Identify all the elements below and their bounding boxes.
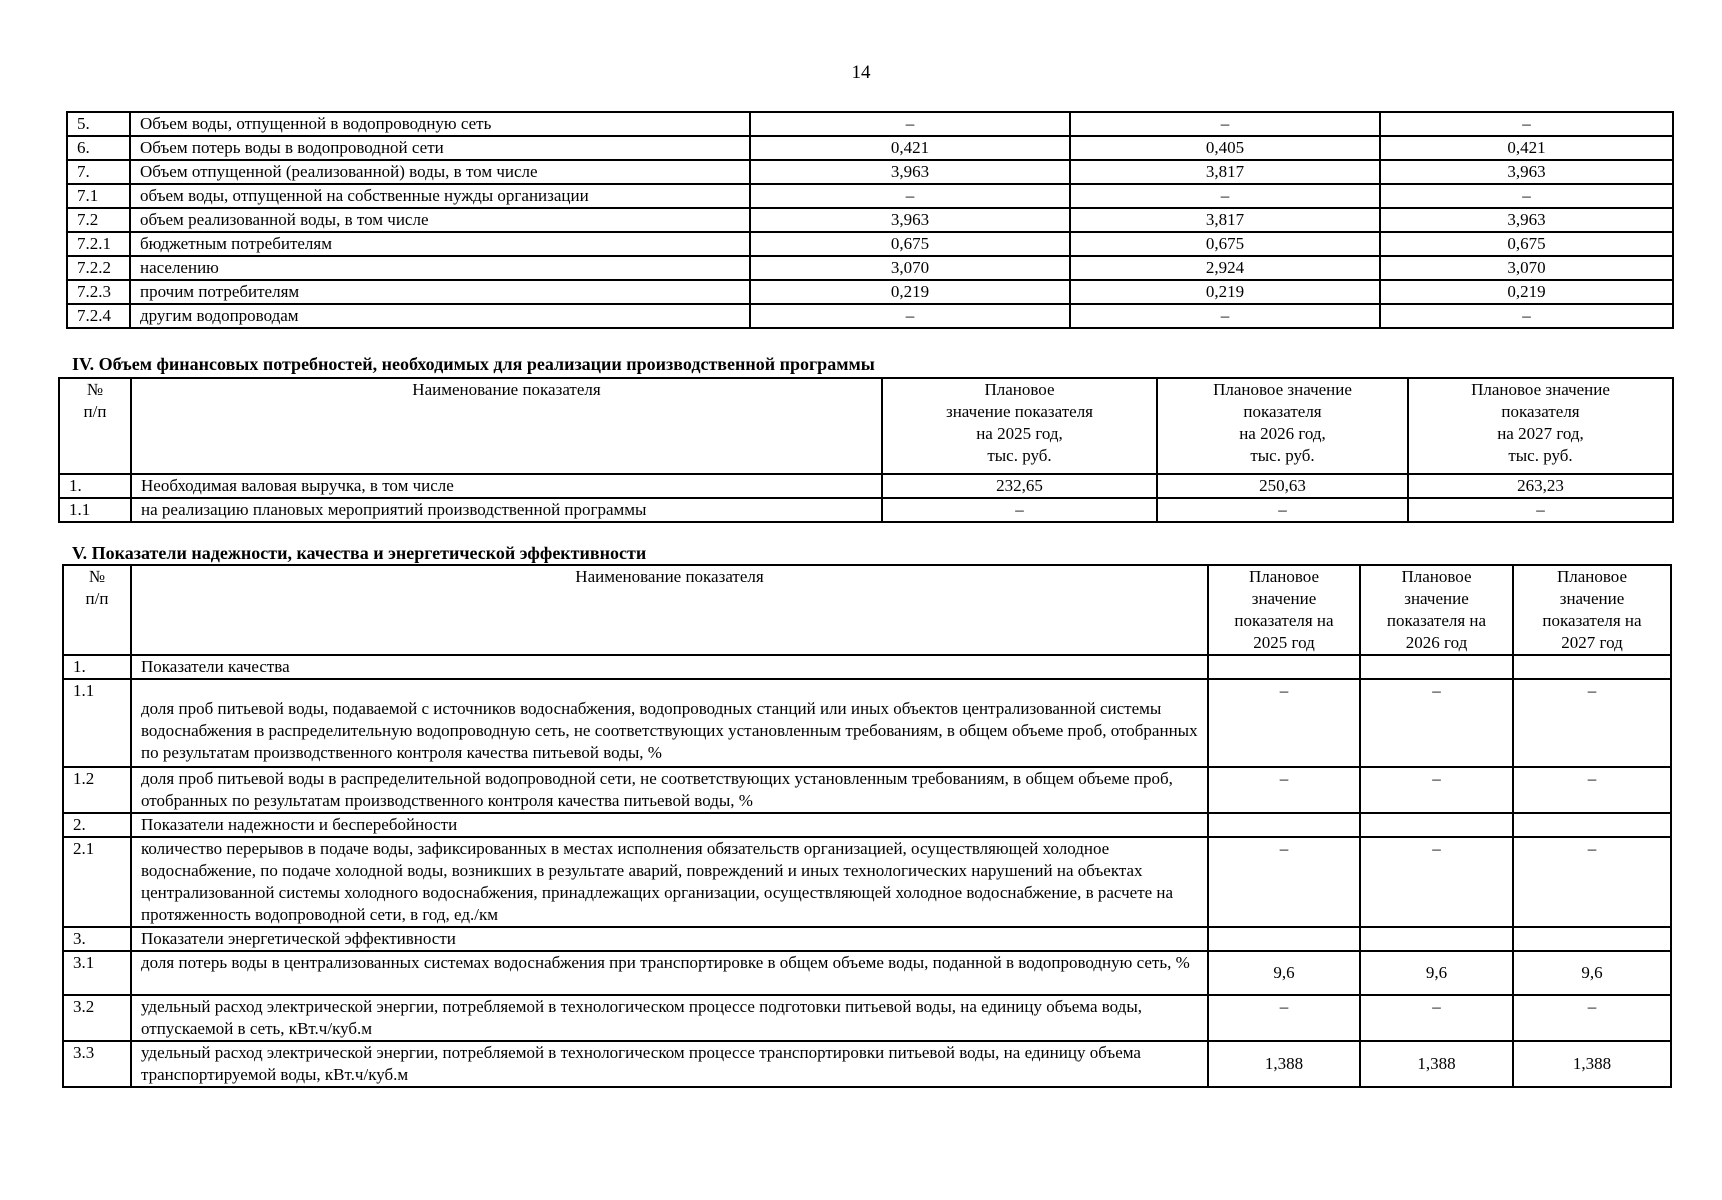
value-2027: – <box>1513 767 1671 813</box>
table-row <box>63 813 1671 837</box>
row-number: 7. <box>67 160 130 184</box>
row-number: 2. <box>63 813 131 837</box>
value-2025: 1,388 <box>1208 1041 1360 1087</box>
page-number: 14 <box>851 62 871 83</box>
row-name: удельный расход электрической энергии, потребляемой в технологическом процессе подготовки питьевой воды, на единицу объема воды, отпускаемой в сеть, кВт.ч/куб.м <box>131 995 1208 1041</box>
value-2025: – <box>750 304 1070 328</box>
value-2025: – <box>750 184 1070 208</box>
value-2027 <box>1513 655 1671 679</box>
row-number: 7.2.2 <box>67 256 130 280</box>
row-name: объем воды, отпущенной на собственные нужды организации <box>130 184 750 208</box>
row-number: 7.2.1 <box>67 232 130 256</box>
value-2026: – <box>1157 498 1408 522</box>
value-2026: – <box>1070 112 1380 136</box>
reliability-quality-table <box>62 564 1672 1088</box>
row-name: Показатели качества <box>131 655 1208 679</box>
value-2025: – <box>1208 679 1360 767</box>
row-name: доля проб питьевой воды, подаваемой с источников водоснабжения, водопроводных станций или иных объектов централизованной системы водоснабжения в распределительную водопроводную сеть, не соответствующих установленным требованиям, в общем объеме проб, отобранных по результатам производственного контроля качества питьевой воды, % <box>131 679 1208 767</box>
value-2027 <box>1513 813 1671 837</box>
row-name: прочим потребителям <box>130 280 750 304</box>
row-number: 1. <box>59 474 131 498</box>
value-2027: – <box>1380 304 1673 328</box>
value-2025: 3,070 <box>750 256 1070 280</box>
row-name: населению <box>130 256 750 280</box>
value-2026: 0,405 <box>1070 136 1380 160</box>
row-name: удельный расход электрической энергии, потребляемой в технологическом процессе транспортировки питьевой воды, на единицу объема транспортируемой воды, кВт.ч/куб.м <box>131 1041 1208 1087</box>
header-name: Наименование показателя <box>131 565 1208 655</box>
row-number: 7.2.4 <box>67 304 130 328</box>
table-row <box>67 160 1673 184</box>
value-2025: – <box>750 112 1070 136</box>
table-row <box>63 927 1671 951</box>
row-name: объем реализованной воды, в том числе <box>130 208 750 232</box>
table-header-row <box>63 565 1671 655</box>
header-num: № п/п <box>63 565 131 655</box>
value-2027: – <box>1408 498 1673 522</box>
section-5-title: V. Показатели надежности, качества и энергетической эффективности <box>72 543 647 563</box>
value-2027: 9,6 <box>1513 951 1671 995</box>
value-2026: – <box>1070 184 1380 208</box>
value-2027: 0,675 <box>1380 232 1673 256</box>
row-name: Объем отпущенной (реализованной) воды, в том числе <box>130 160 750 184</box>
table-row <box>67 184 1673 208</box>
value-2026: – <box>1360 767 1513 813</box>
row-name: доля потерь воды в централизованных системах водоснабжения при транспортировке в общем объеме воды, поданной в водопроводную сеть, % <box>131 951 1208 995</box>
row-name: Показатели энергетической эффективности <box>131 927 1208 951</box>
header-2025: Плановое значение показателя на 2025 год <box>1208 565 1360 655</box>
value-2025: – <box>1208 767 1360 813</box>
value-2025: – <box>1208 995 1360 1041</box>
value-2027: 3,963 <box>1380 160 1673 184</box>
table-row <box>63 951 1671 995</box>
value-2025: 0,421 <box>750 136 1070 160</box>
row-number: 1.2 <box>63 767 131 813</box>
table-row <box>59 474 1673 498</box>
value-2025: 232,65 <box>882 474 1157 498</box>
row-number: 3.1 <box>63 951 131 995</box>
header-2026: Плановое значение показателя на 2026 год <box>1360 565 1513 655</box>
value-2026: 9,6 <box>1360 951 1513 995</box>
value-2026: 3,817 <box>1070 208 1380 232</box>
value-2025: 3,963 <box>750 160 1070 184</box>
header-name: Наименование показателя <box>131 378 882 474</box>
value-2026: 0,675 <box>1070 232 1380 256</box>
value-2027: – <box>1380 184 1673 208</box>
table-row <box>63 1041 1671 1087</box>
table-row <box>63 767 1671 813</box>
value-2027: 1,388 <box>1513 1041 1671 1087</box>
value-2025 <box>1208 927 1360 951</box>
value-2026: 2,924 <box>1070 256 1380 280</box>
row-name: Показатели надежности и бесперебойности <box>131 813 1208 837</box>
table-header-row <box>59 378 1673 474</box>
row-number: 2.1 <box>63 837 131 927</box>
value-2025 <box>1208 813 1360 837</box>
value-2025: – <box>882 498 1157 522</box>
row-number: 1. <box>63 655 131 679</box>
table-row <box>59 498 1673 522</box>
value-2025: 3,963 <box>750 208 1070 232</box>
value-2025: 0,675 <box>750 232 1070 256</box>
table-row <box>63 995 1671 1041</box>
table-row <box>67 256 1673 280</box>
value-2026 <box>1360 927 1513 951</box>
table-row <box>63 679 1671 767</box>
value-2027: 0,219 <box>1380 280 1673 304</box>
value-2025: 9,6 <box>1208 951 1360 995</box>
header-2027: Плановое значение показателя на 2027 год <box>1513 565 1671 655</box>
table-row <box>67 136 1673 160</box>
row-number: 7.1 <box>67 184 130 208</box>
value-2026 <box>1360 813 1513 837</box>
table-row <box>67 208 1673 232</box>
value-2026 <box>1360 655 1513 679</box>
table-row <box>67 304 1673 328</box>
value-2026: – <box>1360 679 1513 767</box>
value-2027: – <box>1513 995 1671 1041</box>
value-2026: 1,388 <box>1360 1041 1513 1087</box>
value-2027: 263,23 <box>1408 474 1673 498</box>
row-number: 3. <box>63 927 131 951</box>
value-2026: – <box>1070 304 1380 328</box>
value-2027: 0,421 <box>1380 136 1673 160</box>
table-row <box>67 112 1673 136</box>
value-2027 <box>1513 927 1671 951</box>
row-number: 3.3 <box>63 1041 131 1087</box>
header-num: № п/п <box>59 378 131 474</box>
row-number: 1.1 <box>59 498 131 522</box>
section-4-title: IV. Объем финансовых потребностей, необходимых для реализации производственной программы <box>72 354 875 374</box>
header-2027: Плановое значение показателя на 2027 год, тыс. руб. <box>1408 378 1673 474</box>
value-2026: – <box>1360 995 1513 1041</box>
value-2025 <box>1208 655 1360 679</box>
row-number: 6. <box>67 136 130 160</box>
row-number: 7.2.3 <box>67 280 130 304</box>
row-name: бюджетным потребителям <box>130 232 750 256</box>
row-name: Объем потерь воды в водопроводной сети <box>130 136 750 160</box>
value-2026: 250,63 <box>1157 474 1408 498</box>
row-name: Объем воды, отпущенной в водопроводную сеть <box>130 112 750 136</box>
row-number: 1.1 <box>63 679 131 767</box>
row-name: Необходимая валовая выручка, в том числе <box>131 474 882 498</box>
value-2025: – <box>1208 837 1360 927</box>
row-name: на реализацию плановых мероприятий производственной программы <box>131 498 882 522</box>
table-row <box>67 280 1673 304</box>
value-2025: 0,219 <box>750 280 1070 304</box>
value-2026: 3,817 <box>1070 160 1380 184</box>
value-2026: 0,219 <box>1070 280 1380 304</box>
row-name: количество перерывов в подаче воды, зафиксированных в местах исполнения обязательств организацией, осуществляющей холодное водоснабжение, по подаче холодной воды, возникших в результате аварий, повреждений и иных технологических нарушений на объектах централизованной системы холодного водоснабжения, принадлежащих организации, осуществляющей холодное водоснабжение, в расчете на протяженность водопроводной сети, в год, ед./км <box>131 837 1208 927</box>
table-row <box>63 837 1671 927</box>
row-number: 7.2 <box>67 208 130 232</box>
value-2027: – <box>1513 679 1671 767</box>
row-name: другим водопроводам <box>130 304 750 328</box>
row-number: 3.2 <box>63 995 131 1041</box>
value-2027: 3,070 <box>1380 256 1673 280</box>
financial-needs-table <box>58 377 1674 523</box>
table-row <box>63 655 1671 679</box>
table-row <box>67 232 1673 256</box>
header-2026: Плановое значение показателя на 2026 год, тыс. руб. <box>1157 378 1408 474</box>
value-2027: 3,963 <box>1380 208 1673 232</box>
value-2026: – <box>1360 837 1513 927</box>
row-number: 5. <box>67 112 130 136</box>
row-name: доля проб питьевой воды в распределительной водопроводной сети, не соответствующих установленным требованиям, в общем объеме проб, отобранных по результатам производственного контроля качества питьевой воды, % <box>131 767 1208 813</box>
water-volume-table <box>66 111 1674 329</box>
value-2027: – <box>1513 837 1671 927</box>
header-2025: Плановое значение показателя на 2025 год, тыс. руб. <box>882 378 1157 474</box>
value-2027: – <box>1380 112 1673 136</box>
